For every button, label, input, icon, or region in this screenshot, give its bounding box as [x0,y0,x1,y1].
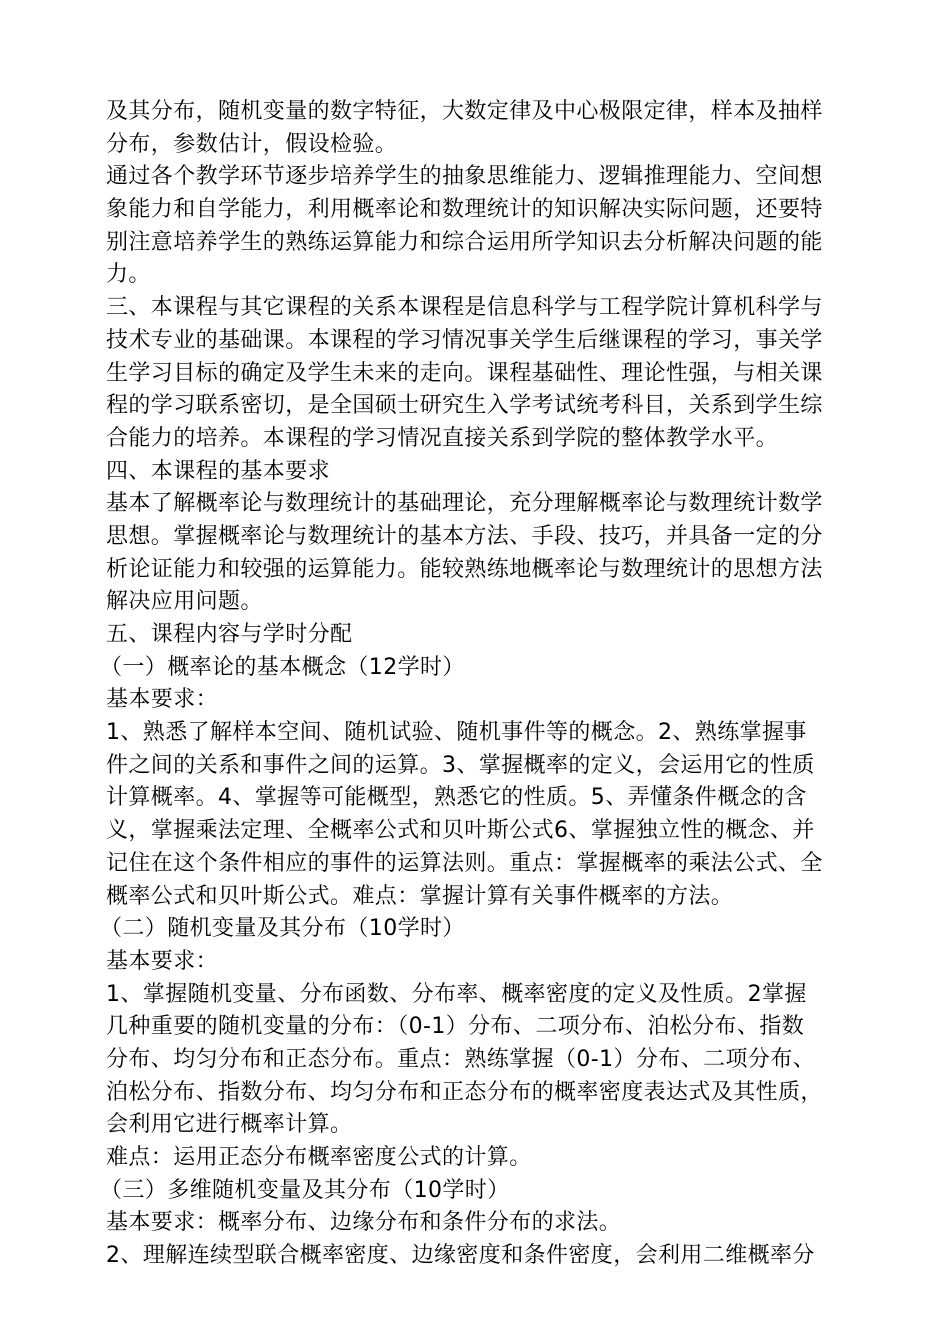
text-line: 析论证能力和较强的运算能力。能较熟练地概率论与数理统计的思想方法 [106,556,823,582]
text-line: 程的学习联系密切，是全国硕士研究生入学考试统考科目，关系到学生综 [106,393,823,419]
text-line: 难点：运用正态分布概率密度公式的计算。 [106,1145,532,1170]
subsection-heading: （三）多维随机变量及其分布（10学时） [100,1177,510,1203]
text-line: 1、掌握随机变量、分布函数、分布率、概率密度的定义及性质。2掌握 [106,981,807,1007]
text-line: 基本要求： [106,687,219,713]
text-line: 生学习目标的确定及学生未来的走向。课程基础性、理论性强，与相关课 [106,360,823,386]
text-line: 泊松分布、指数分布、均匀分布和正态分布的概率密度表达式及其性质， [106,1079,823,1105]
text-line: 1、熟悉了解样本空间、随机试验、随机事件等的概念。2、熟练掌握事 [106,720,807,746]
text-line: 概率公式和贝叶斯公式。难点：掌握计算有关事件概率的方法。 [106,883,734,909]
text-line: 及其分布，随机变量的数字特征，大数定律及中心极限定律，样本及抽样 [106,99,823,124]
text-line: 计算概率。4、掌握等可能概型，熟悉它的性质。5、弄懂条件概念的含 [106,785,807,811]
text-line: 2、理解连续型联合概率密度、边缘密度和条件密度，会利用二维概率分 [106,1243,815,1269]
subsection-heading: （二）随机变量及其分布（10学时） [100,916,465,942]
section-heading: 五、课程内容与学时分配 [106,622,353,647]
text-line: 基本要求：概率分布、边缘分布和条件分布的求法。 [106,1210,622,1236]
text-line: 会利用它进行概率计算。 [106,1112,353,1138]
text-line: 力。 [106,262,151,288]
text-line: 思想。掌握概率论与数理统计的基本方法、手段、技巧，并具备一定的分 [106,523,823,549]
text-line: 技术专业的基础课。本课程的学习情况事关学生后继课程的学习，事关学 [106,327,823,353]
text-line: 记住在这个条件相应的事件的运算法则。重点：掌握概率的乘法公式、全 [106,850,823,876]
text-line: 几种重要的随机变量的分布：（0-1）分布、二项分布、泊松分布、指数 [106,1014,805,1040]
subsection-heading: （一）概率论的基本概念（12学时） [100,654,465,680]
text-line: 基本了解概率论与数理统计的基础理论，充分理解概率论与数理统计数学 [106,491,823,517]
text-line: 义，掌握乘法定理、全概率公式和贝叶斯公式6、掌握独立性的概念、并 [106,818,815,844]
document-page [100,96,858,1273]
text-line: 通过各个教学环节逐步培养学生的抽象思维能力、逻辑推理能力、空间想 [106,164,823,190]
text-line: 象能力和自学能力，利用概率论和数理统计的知识解决实际问题，还要特 [106,197,823,223]
text-line: 别注意培养学生的熟练运算能力和综合运用所学知识去分析解决问题的能 [106,229,823,255]
text-line: 解决应用问题。 [106,589,263,615]
text-line: 件之间的关系和事件之间的运算。3、掌握概率的定义，会运用它的性质 [106,752,815,778]
text-line: 基本要求： [106,948,219,974]
section-heading: 四、本课程的基本要求 [106,458,331,484]
section-heading: 三、本课程与其它课程的关系本课程是信息科学与工程学院计算机科学与 [106,295,823,321]
text-line: 分布，参数估计，假设检验。 [106,131,398,157]
text-line: 合能力的培养。本课程的学习情况直接关系到学院的整体教学水平。 [106,425,779,451]
text-line: 分布、均匀分布和正态分布。重点：熟练掌握（0-1）分布、二项分布、 [106,1046,816,1072]
